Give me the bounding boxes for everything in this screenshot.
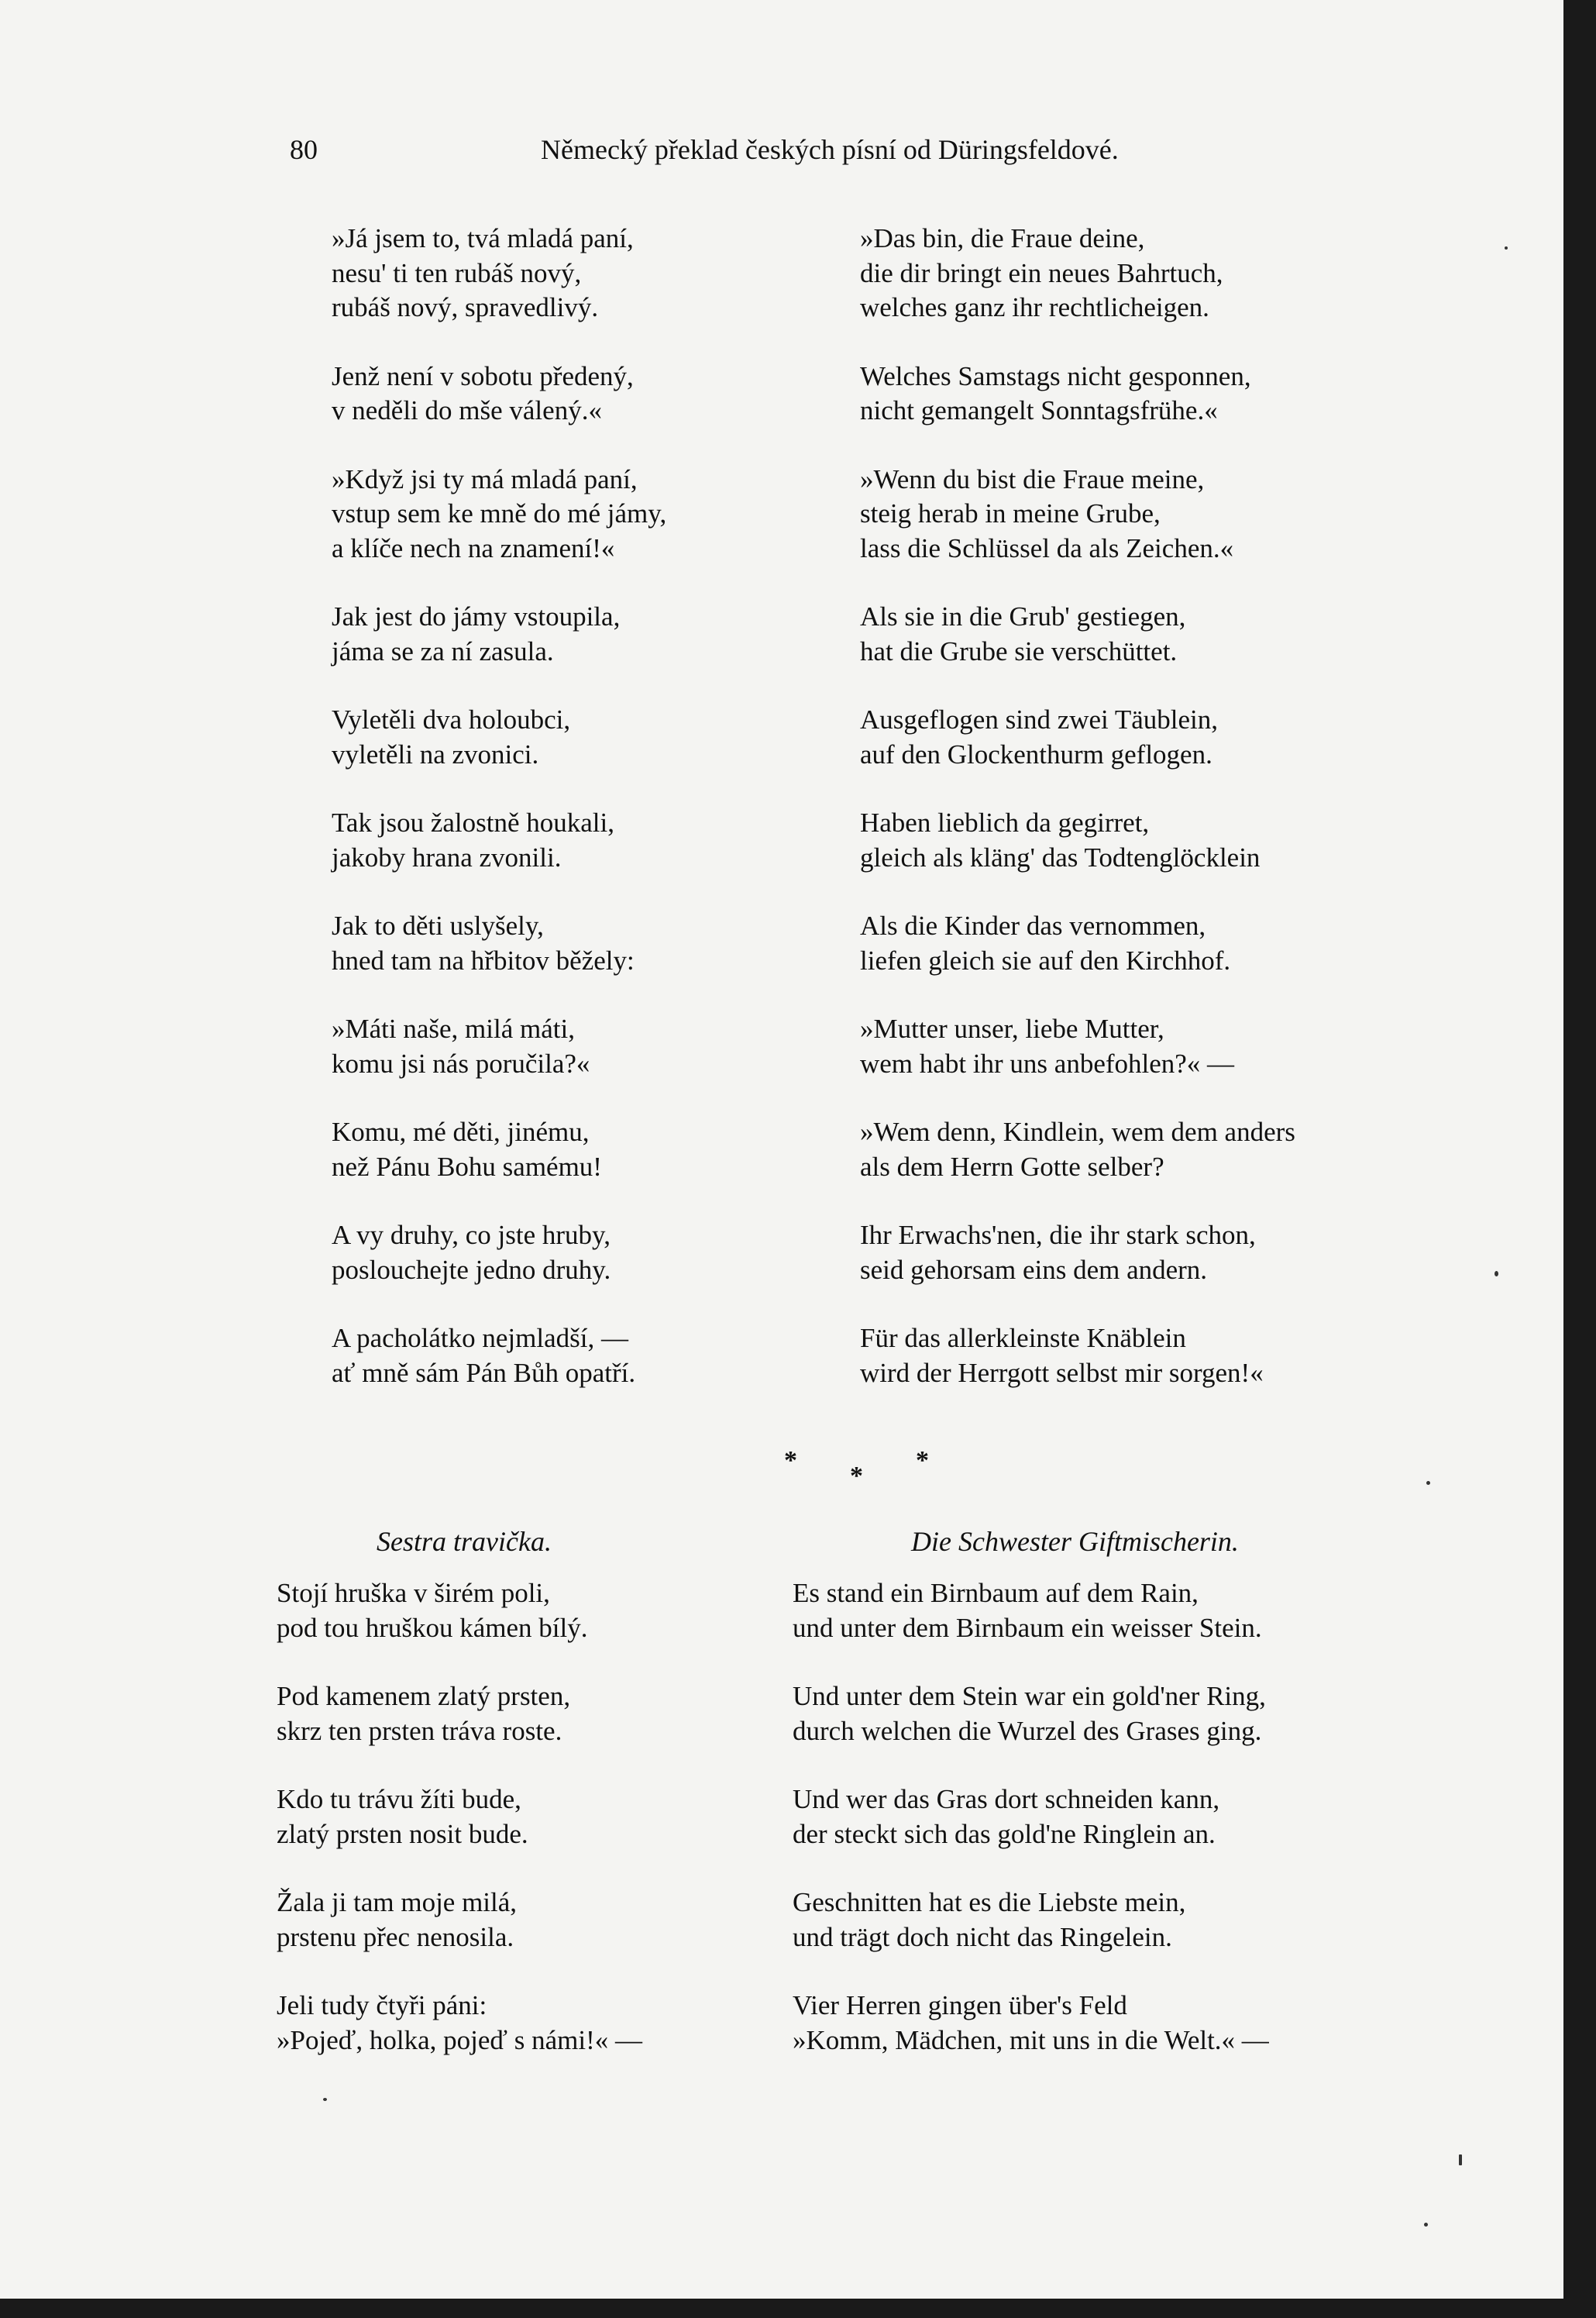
running-title: Německý překlad českých písní od Düringsfeldové.	[541, 134, 1119, 165]
verse-line: welches ganz ihr rechtlicheigen.	[860, 292, 1209, 322]
verse-line: komu jsi nás poručila?«	[332, 1048, 590, 1079]
verse-line: Jenž není v sobotu předený,	[332, 360, 634, 391]
print-speck	[1426, 1481, 1430, 1485]
verse-line: Und wer das Gras dort schneiden kann,	[793, 1784, 1220, 1814]
stanza	[860, 1218, 1295, 1287]
stanza	[332, 360, 666, 429]
verse-line: než Pánu Bohu samému!	[332, 1151, 602, 1182]
verse-line: v neděli do mše válený.«	[332, 395, 602, 425]
stanza	[277, 1576, 642, 1645]
page-header	[0, 133, 1563, 180]
stanza	[860, 806, 1295, 875]
verse-line: und trägt doch nicht das Ringelein.	[793, 1921, 1172, 1952]
verse-line: durch welchen die Wurzel des Grases ging.	[793, 1715, 1262, 1746]
verse-line: hat die Grube sie verschüttet.	[860, 635, 1178, 666]
verse-line: A vy druhy, co jste hruby,	[332, 1220, 611, 1250]
separator-asterisk: *	[850, 1462, 863, 1490]
verse-line: als dem Herrn Gotte selber?	[860, 1151, 1164, 1182]
german-song-title: Die Schwester Giftmischerin.	[911, 1526, 1239, 1557]
verse-line: nicht gemangelt Sonntagsfrühe.«	[860, 395, 1218, 425]
stanza	[793, 1989, 1269, 2058]
stanza	[332, 1012, 666, 1081]
print-speck	[1424, 2223, 1428, 2227]
verse-line: gleich als kläng' das Todtenglöcklein	[860, 842, 1261, 873]
verse-line: »Komm, Mädchen, mit uns in die Welt.« —	[793, 2024, 1269, 2055]
verse-line: vyletěli na zvonici.	[332, 739, 539, 770]
verse-line: ať mně sám Pán Bůh opatří.	[332, 1357, 636, 1388]
verse-line: rubáš nový, spravedlivý.	[332, 292, 599, 322]
verse-line: die dir bringt ein neues Bahrtuch,	[860, 257, 1223, 288]
stanza	[332, 806, 666, 875]
song2-german-column	[793, 1576, 1269, 2092]
verse-line: Vier Herren gingen über's Feld	[793, 1990, 1127, 2020]
print-speck	[1505, 246, 1508, 250]
verse-line: Pod kamenem zlatý prsten,	[277, 1681, 571, 1711]
verse-line: skrz ten prsten tráva roste.	[277, 1715, 562, 1746]
stanza	[277, 1679, 642, 1748]
stanza	[860, 463, 1295, 567]
stanza	[860, 1012, 1295, 1081]
verse-line: Žala ji tam moje milá,	[277, 1887, 518, 1917]
song1-german-column	[860, 222, 1295, 1424]
verse-line: Jeli tudy čtyři páni:	[277, 1990, 487, 2020]
stanza	[332, 222, 666, 325]
verse-line: a klíče nech na znamení!«	[332, 532, 615, 563]
stanza	[860, 1321, 1295, 1390]
verse-line: »Pojeď, holka, pojeď s námi!« —	[277, 2024, 643, 2055]
stanza	[332, 1115, 666, 1184]
verse-line: Für das allerkleinste Knäblein	[860, 1323, 1186, 1353]
verse-line: »Když jsi ty má mladá paní,	[332, 463, 638, 494]
czech-song-title: Sestra travička.	[377, 1526, 552, 1557]
verse-line: zlatý prsten nosit bude.	[277, 1818, 528, 1849]
stanza	[332, 909, 666, 978]
verse-line: jakoby hrana zvonili.	[332, 842, 562, 873]
verse-line: lass die Schlüssel da als Zeichen.«	[860, 532, 1234, 563]
stanza	[793, 1679, 1269, 1748]
verse-line: Tak jsou žalostně houkali,	[332, 808, 614, 838]
verse-line: wird der Herrgott selbst mir sorgen!«	[860, 1357, 1264, 1388]
print-speck	[1459, 2154, 1462, 2165]
verse-line: »Wenn du bist die Fraue meine,	[860, 463, 1205, 494]
stanza	[277, 1886, 642, 1955]
stanza	[332, 703, 666, 772]
verse-line: Stojí hruška v širém poli,	[277, 1578, 550, 1608]
verse-line: pod tou hruškou kámen bílý.	[277, 1612, 588, 1643]
verse-line: Jak to děti uslyšely,	[332, 911, 544, 941]
verse-line: jáma se za ní zasula.	[332, 635, 554, 666]
stanza	[793, 1782, 1269, 1851]
print-speck	[1495, 1271, 1498, 1276]
verse-line: A pacholátko nejmladší, —	[332, 1323, 628, 1353]
song2-czech-column	[277, 1576, 642, 2092]
stanza	[332, 1321, 666, 1390]
verse-line: Als sie in die Grub' gestiegen,	[860, 601, 1186, 632]
separator-asterisk: *	[916, 1446, 929, 1475]
print-speck	[323, 2098, 327, 2101]
verse-line: wem habt ihr uns anbefohlen?« —	[860, 1048, 1235, 1079]
verse-line: »Já jsem to, tvá mladá paní,	[332, 223, 634, 253]
verse-line: prstenu přec nenosila.	[277, 1921, 514, 1952]
verse-line: »Das bin, die Fraue deine,	[860, 223, 1145, 253]
verse-line: Haben lieblich da gegirret,	[860, 808, 1150, 838]
stanza	[277, 1989, 642, 2058]
page-number: 80	[290, 134, 318, 165]
verse-line: Welches Samstags nicht gesponnen,	[860, 360, 1251, 391]
verse-line: Und unter dem Stein war ein gold'ner Ring,	[793, 1681, 1266, 1711]
stanza	[793, 1886, 1269, 1955]
verse-line: seid gehorsam eins dem andern.	[860, 1254, 1208, 1285]
verse-line: auf den Glockenthurm geflogen.	[860, 739, 1212, 770]
verse-line: der steckt sich das gold'ne Ringlein an.	[793, 1818, 1216, 1849]
verse-line: hned tam na hřbitov běžely:	[332, 945, 635, 976]
stanza	[332, 1218, 666, 1287]
stanza	[860, 909, 1295, 978]
verse-line: liefen gleich sie auf den Kirchhof.	[860, 945, 1231, 976]
verse-line: Vyletěli dva holoubci,	[332, 704, 571, 735]
verse-line: Komu, mé děti, jinému,	[332, 1117, 590, 1147]
verse-line: nesu' ti ten rubáš nový,	[332, 257, 582, 288]
verse-line: Es stand ein Birnbaum auf dem Rain,	[793, 1578, 1199, 1608]
stanza	[332, 463, 666, 567]
verse-line: Ihr Erwachs'nen, die ihr stark schon,	[860, 1220, 1256, 1250]
stanza	[860, 600, 1295, 669]
verse-line: vstup sem ke mně do mé jámy,	[332, 498, 667, 529]
stanza	[332, 600, 666, 669]
separator-asterisk: *	[784, 1446, 797, 1475]
verse-line: Als die Kinder das vernommen,	[860, 911, 1206, 941]
stanza	[860, 703, 1295, 772]
verse-line: steig herab in meine Grube,	[860, 498, 1161, 529]
verse-line: Jak jest do jámy vstoupila,	[332, 601, 621, 632]
song1-czech-column	[332, 222, 666, 1424]
stanza	[277, 1782, 642, 1851]
verse-line: Geschnitten hat es die Liebste mein,	[793, 1887, 1186, 1917]
verse-line: »Máti naše, milá máti,	[332, 1014, 575, 1044]
verse-line: »Wem denn, Kindlein, wem dem anders	[860, 1117, 1295, 1147]
verse-line: Kdo tu trávu žíti bude,	[277, 1784, 521, 1814]
stanza	[860, 1115, 1295, 1184]
verse-line: »Mutter unser, liebe Mutter,	[860, 1014, 1164, 1044]
verse-line: poslouchejte jedno druhy.	[332, 1254, 611, 1285]
stanza	[793, 1576, 1269, 1645]
verse-line: Ausgeflogen sind zwei Täublein,	[860, 704, 1219, 735]
stanza	[860, 360, 1295, 429]
verse-line: und unter dem Birnbaum ein weisser Stein.	[793, 1612, 1262, 1643]
stanza	[860, 222, 1295, 325]
